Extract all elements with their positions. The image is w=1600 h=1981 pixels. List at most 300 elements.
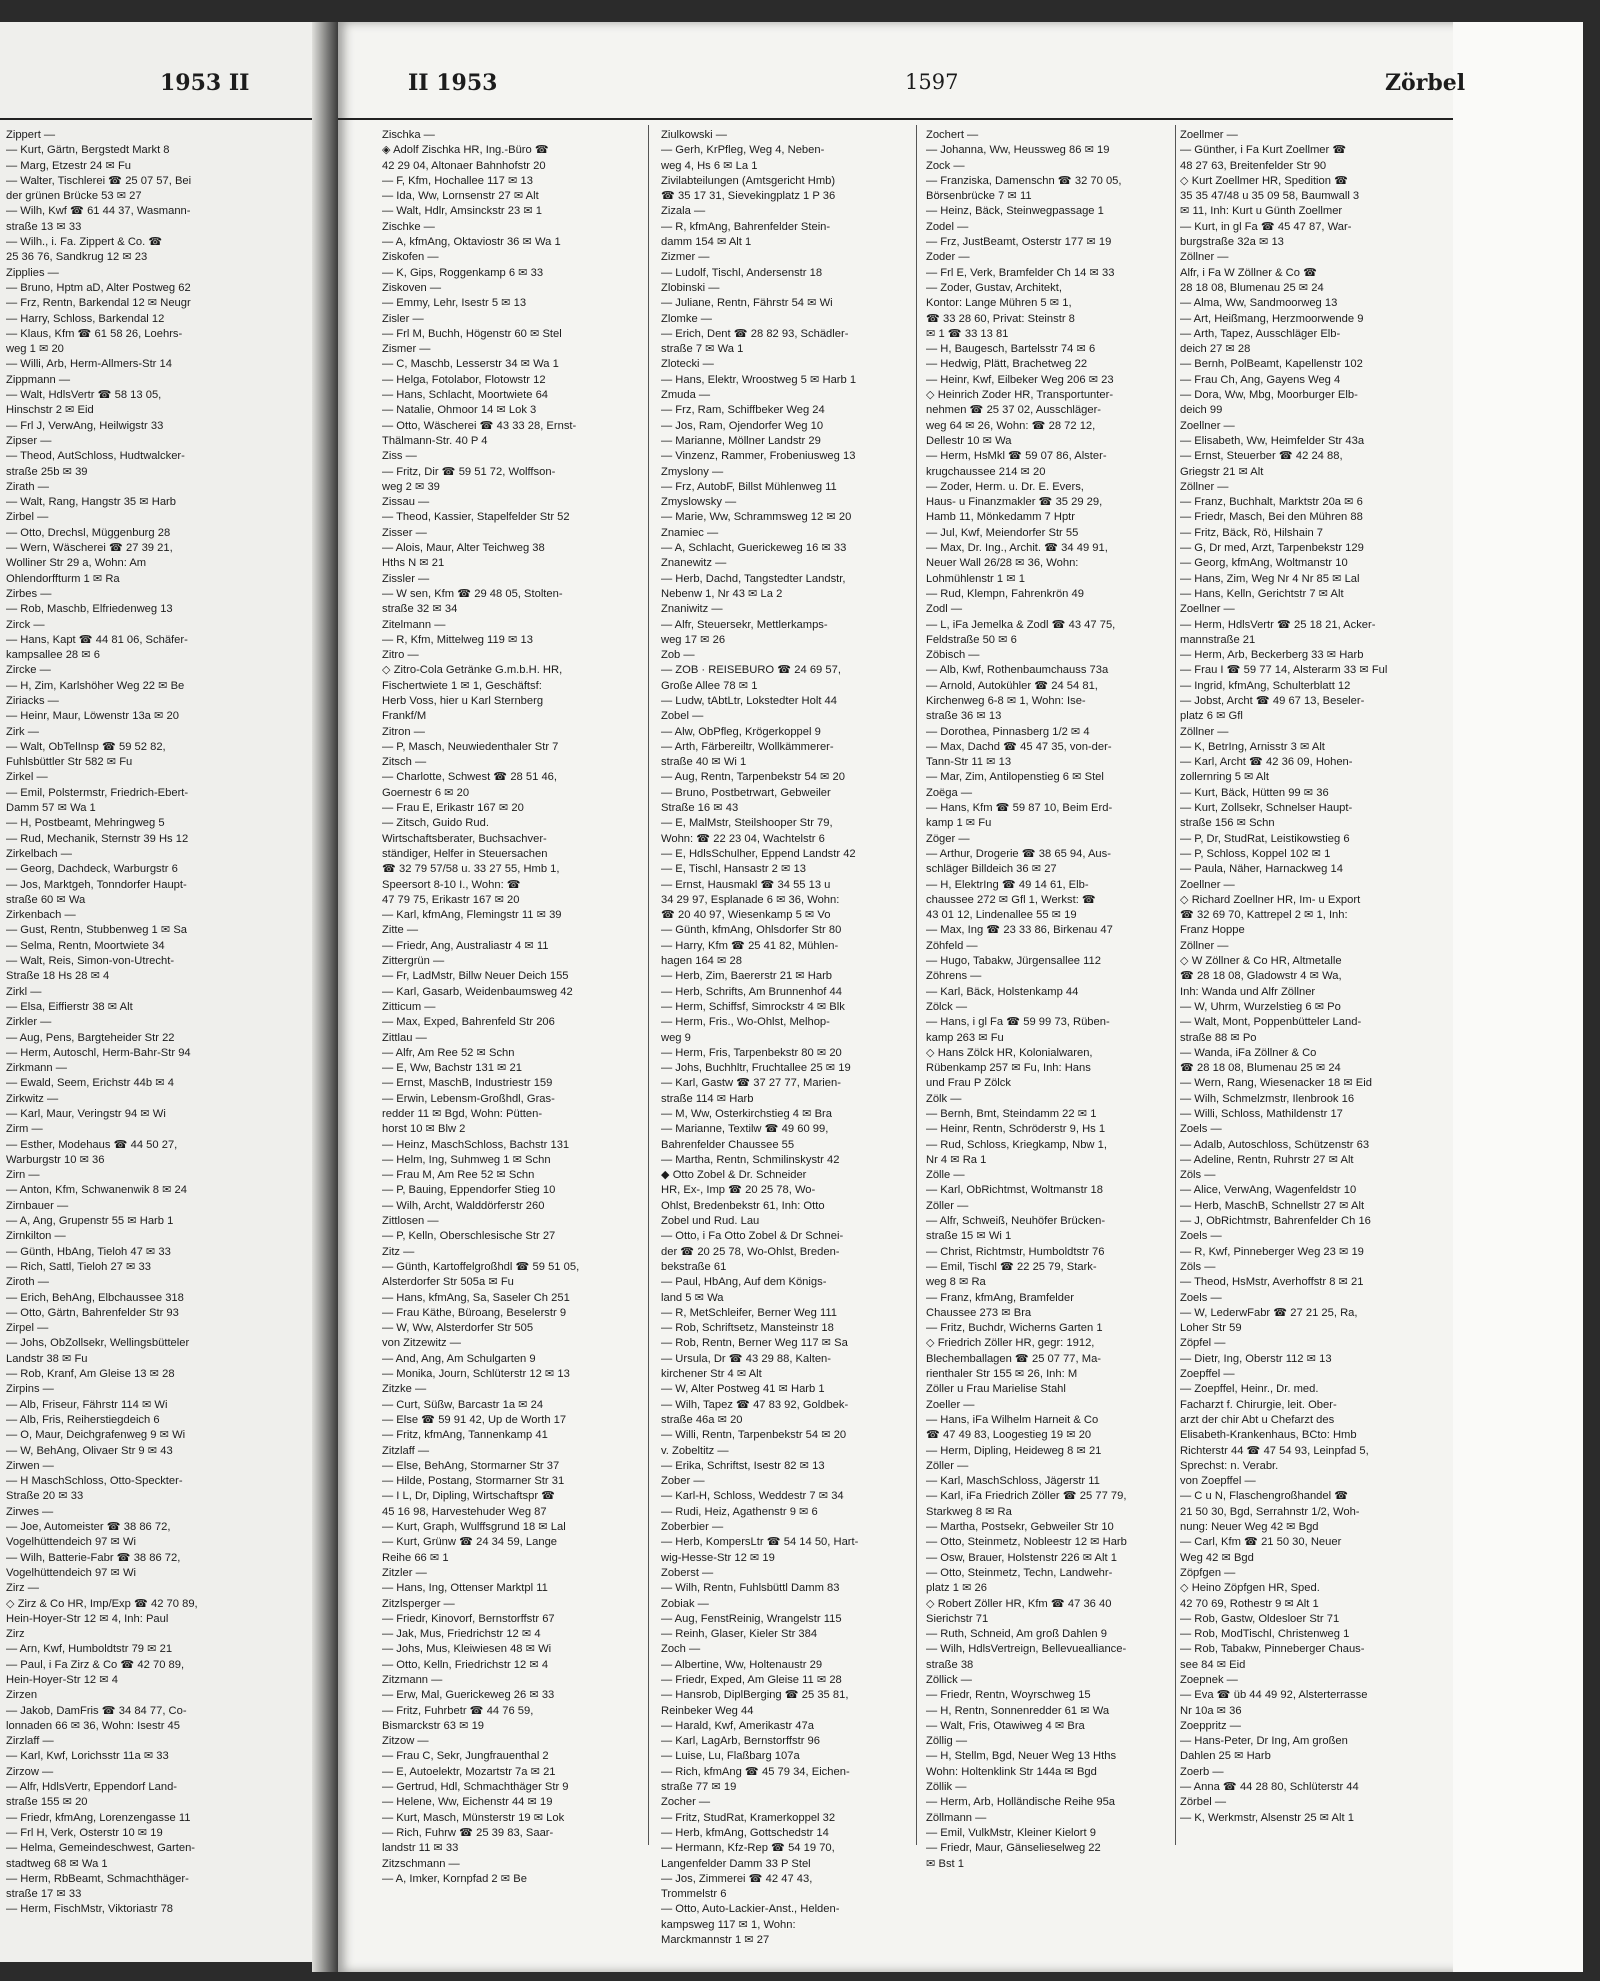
directory-entry-line: — Karl, Gastw ☎ 37 27 77, Marien- [661,1077,841,1090]
directory-entry-line: — Gerh, KrPfleg, Weg 4, Neben- [661,144,825,157]
directory-entry-line: landstr 11 ✉ 33 [382,1842,459,1855]
directory-entry-line: — Alfr, Schweiß, Neuhöfer Brücken- [926,1215,1106,1228]
directory-entry-line: — Walt, Fris, Otawiweg 4 ✉ Bra [926,1719,1085,1732]
directory-entry-line: — Harry, Kfm ☎ 25 41 82, Mühlen- [661,939,839,952]
directory-entry-line: rienthaler Str 155 ✉ 26, Inh: M [926,1368,1078,1381]
directory-entry-line: Zöhrens — [926,970,982,983]
directory-entry-line: — Theod, HsMstr, Averhoffstr 8 ✉ 21 [1180,1276,1364,1289]
directory-entry-line: Bahrenfelder Chaussee 55 [661,1138,795,1151]
directory-entry-line: — Frau Ch, Ang, Gayens Weg 4 [1180,373,1341,386]
directory-entry-line: Lohmühlenstr 1 ✉ 1 [926,572,1025,585]
directory-entry-line: ◇ Heino Zöpfgen HR, Sped. [1180,1582,1320,1595]
directory-entry-line: — Hans, Zim, Weg Nr 4 Nr 85 ✉ Lal [1180,572,1360,585]
directory-entry-line: — Georg, Dachdeck, Warburgstr 6 [6,863,178,876]
directory-entry-line: — Herm, Schiffsf, Simrockstr 4 ✉ Blk [661,1000,845,1013]
directory-entry-line: Vogelhüttendeich 97 ✉ Wi [6,1536,137,1549]
directory-entry-line: Blechemballagen ☎ 25 07 77, Ma- [926,1352,1102,1365]
directory-entry-line: — Friedr, Ang, Australiastr 4 ✉ 11 [382,939,549,952]
directory-entry-line: — Hansrob, DiplBerging ☎ 25 35 81, [661,1689,849,1702]
directory-entry-line: Zirbes — [6,587,52,600]
directory-entry-line: schläger Billdeich 36 ✉ 27 [926,863,1057,876]
directory-entry-line: — Alb, Friseur, Fährstr 114 ✉ Wi [6,1398,168,1411]
directory-entry-line: Zitzler — [382,1566,427,1579]
directory-entry-line: — O, Maur, Deichgrafenweg 9 ✉ Wi [6,1429,186,1442]
directory-entry-line: — Erich, Dent ☎ 28 82 93, Schädler- [661,327,849,340]
directory-entry-line: — Wilh., i. Fa. Zippert & Co. ☎ [6,236,163,249]
directory-entry-line: — Frau M, Am Ree 52 ✉ Schn [382,1169,535,1182]
directory-entry-line: ständiger, Helfer in Steuersachen [382,847,548,860]
directory-entry-line: — Rob, Schriftsetz, Mansteinstr 18 [661,1322,834,1335]
directory-entry-line: Zoellner — [1180,878,1235,891]
directory-entry-line: Wirtschaftsberater, Buchsachver- [382,832,547,845]
directory-entry-line: 47 79 75, Erikastr 167 ✉ 20 [382,893,520,906]
directory-entry-line: — Heinr, Rentn, Schröderstr 9, Hs 1 [926,1123,1106,1136]
directory-entry-line: straße 114 ✉ Harb [661,1092,754,1105]
directory-entry-line: — Ludolf, Tischl, Andersenstr 18 [661,266,823,279]
directory-entry-line: Zöllner — [1180,725,1229,738]
directory-entry-line: kirchener Str 4 ✉ Alt [661,1368,762,1381]
directory-entry-line: Zoellner — [1180,419,1235,432]
directory-entry-line: — Hugo, Tabakw, Jürgensallee 112 [926,955,1101,968]
directory-entry-line: — Frl E, Verk, Bramfelder Ch 14 ✉ 33 [926,266,1115,279]
directory-entry-line: Znaniwitz — [661,603,723,616]
directory-entry-line: — Fr, LadMstr, Billw Neuer Deich 155 [382,970,569,983]
directory-entry-line: — Hermann, Kfz-Rep ☎ 54 19 70, [661,1842,835,1855]
directory-entry-line: Zoder — [926,251,970,264]
directory-entry-line: ☎ 47 49 83, Loogestieg 19 ✉ 20 [926,1429,1092,1442]
directory-entry-line: — Bruno, Hptm aD, Alter Postweg 62 [6,281,191,294]
directory-entry-line: Große Allee 78 ✉ 1 [661,679,758,692]
directory-entry-line: — Else ☎ 59 91 42, Up de Worth 17 [382,1413,567,1426]
directory-entry-line: Zöger — [926,832,970,845]
directory-entry-line: — Eva ☎ üb 44 49 92, Alsterterrasse [1180,1689,1368,1702]
directory-entry-line: — Herm, Arb, Holländische Reihe 95a [926,1796,1116,1809]
directory-entry-line: Zirkwitz — [6,1092,59,1105]
directory-entry-line: Zoberst — [661,1566,714,1579]
directory-entry-line: Zirz [6,1628,25,1641]
directory-entry-line: Zoels — [1180,1123,1222,1136]
directory-entry-line: — Franz, Buchhalt, Marktstr 20a ✉ 6 [1180,496,1363,509]
directory-entry-line: Herb Voss, hier u Karl Sternberg [382,694,544,707]
directory-entry-line: Zob — [661,649,695,662]
directory-entry-line: — Walter, Tischlerei ☎ 25 07 57, Bei [6,174,192,187]
directory-entry-line: Zirwen — [6,1459,54,1472]
directory-entry-line: — Johs, Mus, Kleiwiesen 48 ✉ Wi [382,1643,552,1656]
directory-entry-line: — Friedr, Kinovorf, Bernstorffstr 67 [382,1612,555,1625]
directory-entry-line: — Arthur, Drogerie ☎ 38 65 94, Aus- [926,847,1111,860]
right-page-header: II 1953 [408,70,498,96]
running-head-name: Zörbel [1385,70,1466,96]
directory-entry-line: stadtweg 68 ✉ Wa 1 [6,1857,108,1870]
directory-entry-line: — Kurt, in gl Fa ☎ 45 47 87, War- [1180,220,1352,233]
directory-entry-line: — Günther, i Fa Kurt Zoellmer ☎ [1180,144,1347,157]
directory-entry-line: weg 1 ✉ 20 [6,343,64,356]
directory-entry-line: — Anton, Kfm, Schwanenwik 8 ✉ 24 [6,1184,188,1197]
directory-entry-line: ◇ Robert Zöller HR, Kfm ☎ 47 36 40 [926,1597,1112,1610]
directory-entry-line: Hamb 11, Mönkedamm 7 Hptr [926,511,1076,524]
directory-entry-line: — Herm, Autoschl, Herm-Bahr-Str 94 [6,1046,191,1059]
directory-entry-line: — Fritz, Dir ☎ 59 51 72, Wolffson- [382,465,556,478]
directory-entry-line: kampsallee 28 ✉ 6 [6,649,100,662]
directory-entry-line: — Frl J, VerwAng, Heilwigstr 33 [6,419,164,432]
directory-entry-line: Zochert — [926,129,979,141]
book-spine [312,22,338,1972]
directory-entry-line: — Zoepffel, Heinr., Dr. med. [1180,1383,1319,1396]
directory-entry-line: — Wern, Wäscherei ☎ 27 39 21, [6,542,173,555]
directory-entry-line: Marckmannstr 1 ✉ 27 [661,1934,770,1947]
directory-entry-line: — Friedr, Exped, Am Gleise 11 ✉ 28 [661,1673,842,1686]
directory-entry-line: — Vinzenz, Rammer, Frobeniusweg 13 [661,450,856,463]
header-rule-right [338,118,1453,120]
directory-entry-line: — Otto, Steinmetz, Nobleestr 12 ✉ Harb [926,1536,1127,1549]
directory-entry-line: mannstraße 21 [1180,633,1256,646]
directory-entry-line: Zoeppritz — [1180,1719,1241,1732]
directory-entry-line: — Curt, Süßw, Barcastr 1a ✉ 24 [382,1398,544,1411]
directory-entry-line: — Rob, Kranf, Am Gleise 13 ✉ 28 [6,1368,175,1381]
directory-entry-line: ☎ 35 17 31, Sievekingplatz 1 P 36 [661,190,836,203]
directory-entry-line: — Elsa, Eiffierstr 38 ✉ Alt [6,1000,133,1013]
directory-entry-line: Ohlendorffturm 1 ✉ Ra [6,572,120,585]
directory-entry-line: — Kurt, Masch, Münsterstr 19 ✉ Lok [382,1811,565,1824]
directory-entry-line: Fuhlsbüttler Str 582 ✉ Fu [6,756,133,769]
directory-entry-line: — Herm, HsMkl ☎ 59 07 86, Alster- [926,450,1107,463]
directory-entry-line: — Marianne, Textilw ☎ 49 60 99, [661,1123,829,1136]
directory-entry-line: — Herm, Dipling, Heideweg 8 ✉ 21 [926,1444,1102,1457]
directory-entry-line: Sierichstr 71 [926,1612,989,1625]
directory-entry-line: — R, Kfm, Mittelweg 119 ✉ 13 [382,633,533,646]
directory-entry-line: — Joe, Automeister ☎ 38 86 72, [6,1521,171,1534]
directory-entry-line: Zipplies — [6,266,59,279]
directory-entry-line: straße 17 ✉ 33 [6,1888,82,1901]
directory-entry-line: weg 64 ✉ 26, Wohn: ☎ 28 72 12, [926,419,1096,432]
directory-entry-line: Zoeller — [926,1398,975,1411]
directory-entry-line: Zöllik — [926,1781,967,1794]
directory-entry-line: — P, Dr, StudRat, Leistikowstieg 6 [1180,832,1350,845]
directory-entry-line: Bismarckstr 63 ✉ 19 [382,1719,485,1732]
directory-entry-line: lonnaden 66 ✉ 36, Wohn: Isestr 45 [6,1719,180,1732]
directory-entry-line: — A, kfmAng, Oktaviostr 36 ✉ Wa 1 [382,236,561,249]
directory-entry-line: Zöls — [1180,1260,1216,1273]
directory-entry-line: — Ingrid, kfmAng, Schulterblatt 12 [1180,679,1351,692]
directory-entry-line: — Else, BehAng, Stormarner Str 37 [382,1459,560,1472]
directory-entry-line: — C, Maschb, Lesserstr 34 ✉ Wa 1 [382,358,559,371]
directory-entry-line: — Hilde, Postang, Stormarner Str 31 [382,1475,565,1488]
directory-entry-line: Reinbeker Weg 44 [661,1704,754,1717]
directory-entry-line: platz 1 ✉ 26 [926,1582,987,1595]
directory-entry-line: nung: Neuer Weg 42 ✉ Bgd [1180,1521,1319,1534]
directory-entry-line: — Frz, Ram, Schiffbeker Weg 24 [661,404,825,417]
directory-entry-line: — Wilh, HdlsVertreign, Bellevuealliance- [926,1643,1127,1656]
directory-entry-line: — Georg, kfmAng, Woltmanstr 10 [1180,557,1348,570]
directory-entry-line: ◇ Heinrich Zoder HR, Transportunter- [926,389,1114,402]
directory-entry-line: Zobel — [661,710,704,723]
directory-column-2 [382,128,610,1887]
directory-entry-line: — Herm, Fris, Tarpenbekstr 80 ✉ 20 [661,1046,842,1059]
directory-entry-line: — ZOB · REISEBURO ☎ 24 69 57, [661,664,841,677]
directory-entry-line: — Herm, Arb, Beckerberg 33 ✉ Harb [1180,649,1364,662]
directory-entry-line: nehmen ☎ 25 37 02, Ausschläger- [926,404,1102,417]
directory-entry-line: ☎ 20 40 97, Wiesenkamp 5 ✉ Vo [661,909,831,922]
directory-entry-line: ☎ 32 79 57/58 u. 33 27 55, Hmb 1, [382,863,560,876]
directory-entry-line: — Hans, Kfm ☎ 59 87 10, Beim Erd- [926,802,1113,815]
directory-entry-line: — Jos, Zimmerei ☎ 42 47 43, [661,1872,813,1885]
directory-entry-line: Zober — [661,1475,705,1488]
directory-entry-line: Zock — [926,159,965,172]
directory-entry-line: — Fritz, Bäck, Rö, Hilshain 7 [1180,526,1323,539]
directory-entry-line: — And, Ang, Am Schulgarten 9 [382,1352,536,1365]
directory-entry-line: — Paul, i Fa Zirz & Co ☎ 42 70 89, [6,1658,185,1671]
directory-entry-line: — Alfr, Steuersekr, Mettlerkamps- [661,618,828,631]
directory-entry-line: Landstr 38 ✉ Fu [6,1352,88,1365]
directory-entry-line: — K, BetrIng, Arnisstr 3 ✉ Alt [1180,740,1325,753]
directory-entry-line: Inh: Wanda und Alfr Zöllner [1180,985,1316,998]
directory-entry-line: Wolliner Str 29 a, Wohn: Am [6,557,147,570]
directory-entry-line: — Günth, HbAng, Tieloh 47 ✉ 33 [6,1245,171,1258]
directory-entry-line: — H, Zim, Karlshöher Weg 22 ✉ Be [6,679,185,692]
directory-entry-line: Zitzke — [382,1383,427,1396]
directory-entry-line: Zöpfel — [1180,1337,1226,1350]
directory-entry-line: und Frau P Zölck [926,1077,1011,1090]
directory-entry-line: 42 29 04, Altonaer Bahnhofstr 20 [382,159,546,172]
directory-entry-line: — Erika, Schriftst, Isestr 82 ✉ 13 [661,1459,825,1472]
directory-entry-line: Zittergrün — [382,955,445,968]
directory-entry-line: — F, Kfm, Hochallee 117 ✉ 13 [382,174,533,187]
directory-entry-line: — H, Baugesch, Bartelsstr 74 ✉ 6 [926,343,1096,356]
directory-entry-line: Zirpins — [6,1383,54,1396]
column-divider [916,125,917,1845]
directory-entry-line: 35 35 47/48 u 35 09 58, Baumwall 3 [1180,190,1360,203]
directory-entry-line: — Friedr, Maur, Gänselieselweg 22 [926,1842,1101,1855]
directory-entry-line: — Franziska, Damenschn ☎ 32 70 05, [926,174,1122,187]
directory-entry-line: — Herm, Fris., Wo-Ohlst, Melhop- [661,1016,830,1029]
directory-entry-line: — W, Ww, Alsterdorfer Str 505 [382,1322,534,1335]
directory-entry-line: Elisabeth-Krankenhaus, BCto: Hmb [1180,1429,1357,1442]
directory-entry-line: — Karl, ObRichtmst, Woltmanstr 18 [926,1184,1103,1197]
directory-entry-line: Zoellner — [1180,603,1235,616]
directory-entry-line: — W, Alter Postweg 41 ✉ Harb 1 [661,1383,825,1396]
directory-entry-line: straße 156 ✉ Schn [1180,817,1275,830]
directory-entry-line: Zitz — [382,1245,415,1258]
directory-entry-line: Ziriacks — [6,694,59,707]
directory-entry-line: Straße 20 ✉ 33 [6,1490,84,1503]
directory-entry-line: — Heinr, Maur, Löwenstr 13a ✉ 20 [6,710,179,723]
directory-entry-line: — Adalb, Autoschloss, Schützenstr 63 [1180,1138,1370,1151]
directory-entry-line: straße 60 ✉ Wa [6,893,86,906]
column-divider [648,125,649,1845]
directory-entry-line: — Max, Dr. Ing., Archit. ☎ 34 49 91, [926,542,1108,555]
directory-entry-line: von Zoepffel — [1180,1475,1256,1488]
directory-entry-line: — Helma, Gemeindeschwest, Garten- [6,1842,196,1855]
directory-entry-line: Zirz — [6,1582,39,1595]
directory-entry-line: Kirchenweg 6-8 ✉ 1, Wohn: Ise- [926,694,1086,707]
directory-entry-line: — Jobst, Archt ☎ 49 67 13, Beseler- [1180,694,1365,707]
directory-entry-line: Zirnkilton — [6,1230,66,1243]
directory-entry-line: — Kurt, Bäck, Hütten 99 ✉ 36 [1180,786,1329,799]
directory-entry-line: kamp 263 ✉ Fu [926,1031,1004,1044]
directory-entry-line: ✉ 11, Inh: Kurt u Günth Zoellmer [1180,205,1343,218]
directory-entry-line: Hinschstr 2 ✉ Eid [6,404,94,417]
directory-entry-line: deich 27 ✉ 28 [1180,343,1251,356]
directory-entry-line: Thälmann-Str. 40 P 4 [382,434,488,447]
directory-entry-line: — Frz, AutobF, Billst Mühlenweg 11 [661,480,837,493]
directory-entry-line: — Jul, Kwf, Meiendorfer Str 55 [926,526,1079,539]
directory-entry-line: Griegstr 21 ✉ Alt [1180,465,1264,478]
directory-entry-line: Nr 10a ✉ 36 [1180,1704,1242,1717]
directory-entry-line: — H, ElektrIng ☎ 49 14 61, Elb- [926,878,1089,891]
directory-entry-line: — Alw, ObPfleg, Krögerkoppel 9 [661,725,821,738]
directory-entry-line: — Aug, Rentn, Tarpenbekstr 54 ✉ 20 [661,771,845,784]
directory-entry-line: — Erwin, Lebensm-Großhdl, Gras- [382,1092,555,1105]
directory-entry-line: — Frz, JustBeamt, Osterstr 177 ✉ 19 [926,236,1112,249]
directory-entry-line: — Osw, Brauer, Holstenstr 226 ✉ Alt 1 [926,1551,1117,1564]
directory-entry-line: — K, Gips, Roggenkamp 6 ✉ 33 [382,266,544,279]
directory-entry-line: Zitzmann — [382,1673,443,1686]
directory-entry-line: Zoerb — [1180,1765,1224,1778]
directory-entry-line: der ☎ 20 25 78, Wo-Ohlst, Breden- [661,1245,840,1258]
directory-entry-line: — Johs, ObZollsekr, Wellingsbütteler [6,1337,190,1350]
directory-entry-line: — J, ObRichtmstr, Bahrenfelder Ch 16 [1180,1215,1371,1228]
directory-entry-line: Zöller u Frau Marielise Stahl [926,1383,1066,1396]
directory-entry-line: straße 7 ✉ Wa 1 [661,343,744,356]
directory-entry-line: — Kurt, Zollsekr, Schnelser Haupt- [1180,802,1353,815]
directory-column-1 [6,128,258,1918]
directory-entry-line: Weg 42 ✉ Bgd [1180,1551,1254,1564]
directory-entry-line: Zischka — [382,129,435,141]
directory-entry-line: — Heinz, Bäck, Steinwegpassage 1 [926,205,1104,218]
directory-entry-line: — H, Stellm, Bgd, Neuer Weg 13 Hths [926,1750,1117,1763]
directory-entry-line: — Frl H, Verk, Osterstr 10 ✉ 19 [6,1826,163,1839]
directory-entry-line: Zöpfgen — [1180,1566,1236,1579]
directory-entry-line: straße 88 ✉ Po [1180,1031,1257,1044]
directory-entry-line: — Otto, Steinmetz, Techn, Landwehr- [926,1566,1113,1579]
directory-entry-line: — Herm, RbBeamt, Schmachthäger- [6,1872,189,1885]
directory-entry-line: — Max, Dachd ☎ 45 47 35, von-der- [926,740,1112,753]
directory-entry-line: Zöllmann — [926,1811,987,1824]
directory-entry-line: Zirn — [6,1169,40,1182]
directory-entry-line: — Mar, Zim, Antilopenstieg 6 ✉ Stel [926,771,1104,784]
directory-entry-line: — P, Bauing, Eppendorfer Stieg 10 [382,1184,556,1197]
directory-entry-line: — Ursula, Dr ☎ 43 29 88, Kalten- [661,1352,832,1365]
directory-entry-line: — Hans, kfmAng, Sa, Saseler Ch 251 [382,1291,570,1304]
directory-entry-line: — Reinh, Glaser, Kieler Str 384 [661,1628,818,1641]
directory-entry-line: — Carl, Kfm ☎ 21 50 30, Neuer [1180,1536,1342,1549]
directory-entry-line: Damm 57 ✉ Wa 1 [6,802,96,815]
directory-entry-line: — Dora, Ww, Mbg, Moorburger Elb- [1180,389,1358,402]
directory-entry-line: — Rich, Sattl, Tieloh 27 ✉ 33 [6,1260,151,1273]
directory-entry-line: Ohlst, Bredenbekstr 61, Inh: Otto [661,1199,825,1212]
directory-entry-line: — P, Kelln, Oberschlesische Str 27 [382,1230,556,1243]
directory-entry-line: Facharzt f. Chirurgie, leit. Ober- [1180,1398,1337,1411]
directory-entry-line: — Alb, Kwf, Rothenbaumchauss 73a [926,664,1109,677]
directory-entry-line: Zippert — [6,129,56,141]
directory-entry-line: Zirm — [6,1123,43,1136]
directory-entry-line: — Herb, MaschB, Schnellstr 27 ✉ Alt [1180,1199,1365,1212]
directory-entry-line: — Martha, Rentn, Schmilinskystr 42 [661,1153,840,1166]
directory-entry-line: weg 9 [661,1031,691,1044]
directory-entry-line: — Rob, Rentn, Berner Weg 117 ✉ Sa [661,1337,848,1350]
directory-entry-line: Vogelhüttendeich 97 ✉ Wi [6,1566,137,1579]
directory-entry-line: — Hans, Kapt ☎ 44 81 06, Schäfer- [6,633,188,646]
directory-entry-line: weg 2 ✉ 39 [382,480,440,493]
directory-entry-line: — Friedr, Rentn, Woyrschweg 15 [926,1689,1091,1702]
directory-entry-line: Zirkel — [6,771,48,784]
directory-entry-line: — M, Ww, Osterkirchstieg 4 ✉ Bra [661,1108,833,1120]
directory-entry-line: ☎ 33 28 60, Privat: Steinstr 8 [926,312,1075,325]
directory-entry-line: Zivilabteilungen (Amtsgericht Hmb) [661,174,836,187]
directory-entry-line: Zoels — [1180,1230,1222,1243]
directory-entry-line: burgstraße 32a ✉ 13 [1180,236,1284,249]
directory-entry-line: — Herb, Dachd, Tangstedter Landstr, [661,572,846,585]
directory-entry-line: 34 29 97, Esplanade 6 ✉ 36, Wohn: [661,893,840,906]
directory-entry-line: — Emmy, Lehr, Isestr 5 ✉ 13 [382,297,527,310]
directory-entry-line: — Ernst, MaschB, Industriestr 159 [382,1077,553,1090]
page-number: 1597 [905,70,959,94]
directory-entry-line: Zircke — [6,664,51,677]
directory-entry-line: — Jos, Ram, Ojendorfer Weg 10 [661,419,824,432]
directory-entry-line: Ziskofen — [382,251,439,264]
directory-entry-line: — Bernh, Bmt, Steindamm 22 ✉ 1 [926,1108,1097,1120]
directory-entry-line: Dellestr 10 ✉ Wa [926,434,1012,447]
directory-entry-line: — Paula, Näher, Harnackweg 14 [1180,863,1343,876]
directory-entry-line: horst 10 ✉ Blw 2 [382,1123,466,1136]
directory-entry-line: — Marie, Ww, Schrammsweg 12 ✉ 20 [661,511,852,524]
directory-entry-line: damm 154 ✉ Alt 1 [661,236,752,249]
directory-entry-line: Znanewitz — [661,557,727,570]
directory-entry-line: — Herb, Schrifts, Am Brunnenhof 44 [661,985,842,998]
directory-entry-line: — Anna ☎ 44 28 80, Schlüterstr 44 [1180,1781,1359,1794]
directory-entry-line: straße 155 ✉ 20 [6,1796,88,1809]
directory-entry-line: 21 50 30, Bgd, Serrahnstr 1/2, Woh- [1180,1505,1360,1518]
directory-entry-line: — Rud, Schloss, Kriegkamp, Nbw 1, [926,1138,1107,1151]
directory-entry-line: Feldstraße 50 ✉ 6 [926,633,1017,646]
directory-entry-line: — Karl, LagArb, Bernstorffstr 96 [661,1735,820,1748]
directory-entry-line: Zirkmann — [6,1062,67,1075]
directory-entry-line: — Herb, KompersLtr ☎ 54 14 50, Hart- [661,1536,859,1549]
directory-entry-line: — Wilh, Kwf ☎ 61 44 37, Wasmann- [6,205,191,218]
directory-entry-line: Starkweg 8 ✉ Ra [926,1505,1012,1518]
directory-entry-line: — K, Werkmstr, Alsenstr 25 ✉ Alt 1 [1180,1811,1354,1824]
directory-entry-line: — Fritz, Fuhrbetr ☎ 44 76 59, [382,1704,534,1717]
directory-entry-line: 45 16 98, Harvestehuder Weg 87 [382,1505,547,1518]
directory-entry-line: straße 38 [926,1658,974,1671]
directory-entry-line: Zitzlsperger — [382,1597,455,1610]
directory-entry-line: Zöllner — [1180,480,1229,493]
directory-entry-line: — Otto, Wäscherei ☎ 43 33 28, Ernst- [382,419,577,432]
directory-entry-line: Zischke — [382,220,435,233]
directory-entry-line: ✉ Bst 1 [926,1857,964,1870]
directory-entry-line: 28 18 08, Blumenau 25 ✉ 24 [1180,281,1324,294]
directory-entry-line: Zmyslowsky — [661,496,737,509]
directory-entry-line: Zölle — [926,1169,965,1182]
directory-entry-line: Hths N ✉ 21 [382,557,445,570]
directory-entry-line: Zirkl — [6,985,42,998]
directory-entry-line: Börsenbrücke 7 ✉ 11 [926,190,1032,203]
directory-entry-line: — C u N, Flaschengroßhandel ☎ [1180,1490,1349,1503]
directory-entry-line: Zöller — [926,1459,969,1472]
directory-entry-line: Dahlen 25 ✉ Harb [1180,1750,1271,1763]
directory-entry-line: Zizala — [661,205,706,218]
directory-entry-line: — Zoder, Herm. u. Dr. E. Evers, [926,480,1084,493]
directory-entry-line: Wohn: ☎ 22 23 04, Wachtelstr 6 [661,832,825,845]
directory-entry-line: — Theod, AutSchloss, Hudtwalcker- [6,450,185,463]
directory-entry-line: — Wanda, iFa Zöllner & Co [1180,1046,1317,1059]
directory-entry-line: Zitte — [382,924,419,937]
directory-entry-line: — Wilh, Batterie-Fabr ☎ 38 86 72, [6,1551,181,1564]
directory-entry-line: Zisser — [382,526,427,539]
directory-entry-line: Zitzlaff — [382,1444,430,1457]
directory-entry-line: — Gust, Rentn, Stubbenweg 1 ✉ Sa [6,924,188,937]
directory-entry-line: — Willi, Arb, Herm-Allmers-Str 14 [6,358,172,371]
